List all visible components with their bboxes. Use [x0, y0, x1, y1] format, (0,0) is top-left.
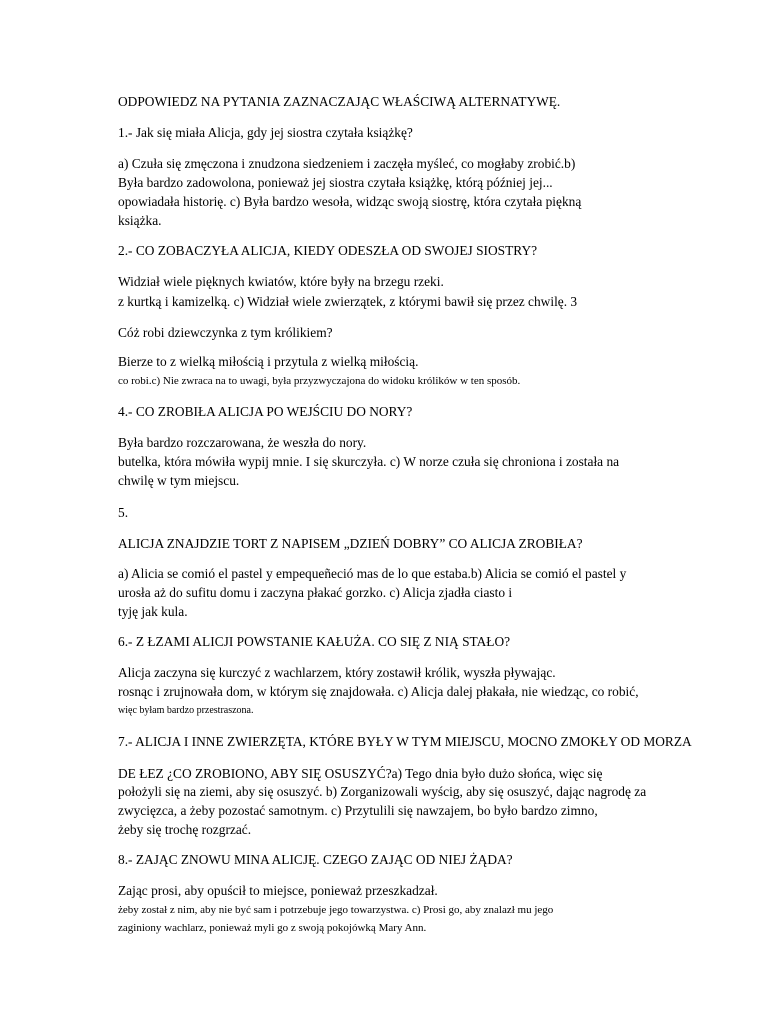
- answer-2-line-2: z kurtką i kamizelką. c) Widział wiele zwierzątek, z którymi bawił się przez chwilę. 3: [118, 294, 578, 309]
- question-7: 7.- ALICJA I INNE ZWIERZĘTA, KTÓRE BYŁY W TYM MIEJSCU, MOCNO ZMOKŁY OD MORZA: [118, 734, 692, 749]
- answer-1-line-1: a) Czuła się zmęczona i znudzona siedzeniem i zaczęła myśleć, co mogłaby zrobić.b): [118, 156, 576, 171]
- answer-1-line-4: książka.: [118, 213, 162, 228]
- answer-6-line-3: więc byłam bardzo przestraszona.: [118, 705, 254, 716]
- answer-4-line-3: chwilę w tym miejscu.: [118, 473, 240, 488]
- answer-5-line-2: urosła aż do sufitu domu i zaczyna płakać gorzko. c) Alicja zjadła ciasto i: [118, 585, 513, 600]
- answer-8-line-2: żeby został z nim, aby nie być sam i potrzebuje jego towarzystwa. c) Prosi go, aby znalazł mu jego: [118, 904, 554, 916]
- answer-1-line-2: Była bardzo zadowolona, ponieważ jej siostra czytała książkę, którą później jej...: [118, 175, 553, 190]
- answer-7-line-3: zwycięzca, a żeby pozostać samotnym. c) Przytulili się nawzajem, bo było bardzo zimno,: [118, 803, 598, 818]
- question-5: ALICJA ZNAJDZIE TORT Z NAPISEM „DZIEŃ DOBRY” CO ALICJA ZROBIŁA?: [118, 536, 583, 551]
- question-4: 4.- CO ZROBIŁA ALICJA PO WEJŚCIU DO NORY?: [118, 404, 413, 419]
- answer-1-line-3: opowiadała historię. c) Była bardzo wesoła, widząc swoją siostrę, która czytała piękną: [118, 194, 582, 209]
- answer-6-line-2: rosnąc i zrujnowała dom, w którym się znajdowała. c) Alicja dalej płakała, nie wiedząc, co robić,: [118, 684, 639, 699]
- question-5-number: 5.: [118, 505, 129, 520]
- answer-2-line-1: Widział wiele pięknych kwiatów, które były na brzegu rzeki.: [118, 274, 444, 289]
- answer-3-line-2: co robi.c) Nie zwraca na to uwagi, była przyzwyczajona do widoku królików w ten sposób.: [118, 375, 521, 387]
- question-2: 2.- CO ZOBACZYŁA ALICJA, KIEDY ODESZŁA OD SWOJEJ SIOSTRY?: [118, 243, 538, 258]
- answer-7-line-1: DE ŁEZ ¿CO ZROBIONO, ABY SIĘ OSUSZYĆ?a) Tego dnia było dużo słońca, więc się: [118, 766, 603, 781]
- answer-4-line-2: butelka, która mówiła wypij mnie. I się skurczyła. c) W norze czuła się chroniona i została na: [118, 454, 620, 469]
- answer-5-line-3: tyję jak kula.: [118, 604, 188, 619]
- question-8: 8.- ZAJĄC ZNOWU MINA ALICJĘ. CZEGO ZAJĄC OD NIEJ ŻĄDA?: [118, 852, 513, 867]
- answer-5-line-1: a) Alicia se comió el pastel y empequeñeció mas de lo que estaba.b) Alicia se comió el pastel y: [118, 566, 627, 581]
- answer-7-line-2: położyli się na ziemi, aby się osuszyć. b) Zorganizowali wyścig, aby się osuszyć, dając nagrodę za: [118, 784, 647, 799]
- answer-7-line-4: żeby się trochę rozgrzać.: [118, 822, 252, 837]
- question-1: 1.- Jak się miała Alicja, gdy jej siostra czytała książkę?: [118, 125, 413, 140]
- answer-4-line-1: Była bardzo rozczarowana, że weszła do nory.: [118, 435, 367, 450]
- answer-6-line-1: Alicja zaczyna się kurczyć z wachlarzem, który zostawił królik, wyszła pływając.: [118, 665, 556, 680]
- question-6: 6.- Z ŁZAMI ALICJI POWSTANIE KAŁUŻA. CO SIĘ Z NIĄ STAŁO?: [118, 634, 511, 649]
- page-heading: ODPOWIEDZ NA PYTANIA ZAZNACZAJĄC WŁAŚCIWĄ ALTERNATYWĘ.: [118, 94, 561, 109]
- answer-8-line-1: Zając prosi, aby opuścił to miejsce, ponieważ przeszkadzał.: [118, 883, 438, 898]
- answer-8-line-3: zaginiony wachlarz, ponieważ myli go z swoją pokojówką Mary Ann.: [118, 922, 427, 934]
- answer-3-line-1: Bierze to z wielką miłością i przytula z wielką miłością.: [118, 354, 419, 369]
- question-3: Cóż robi dziewczynka z tym królikiem?: [118, 325, 333, 340]
